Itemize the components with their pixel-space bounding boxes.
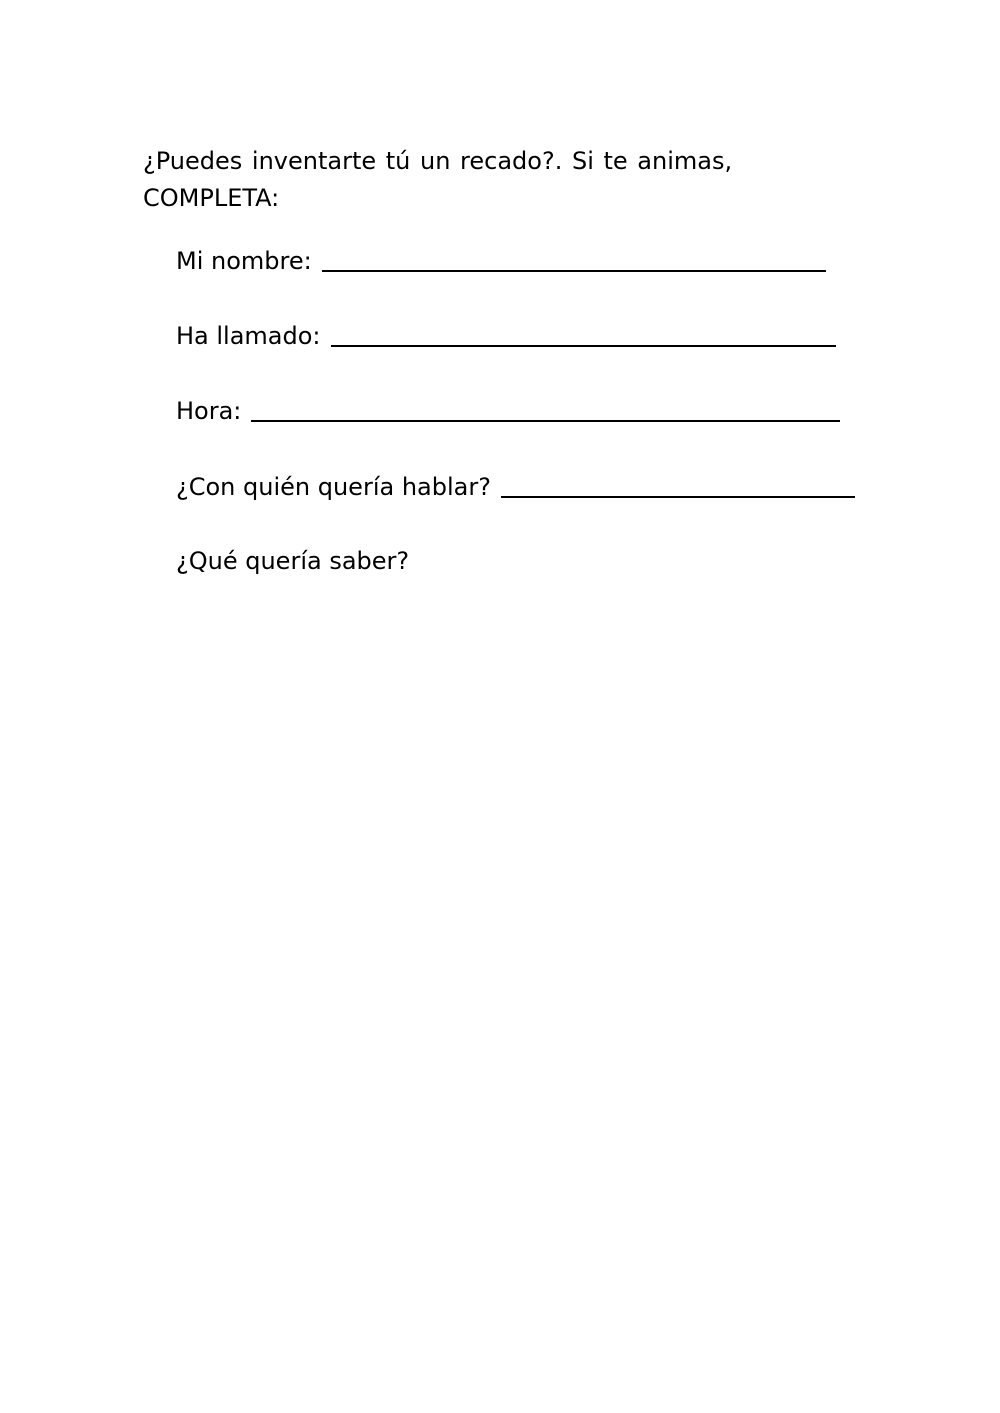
hora-label: Hora:	[176, 397, 242, 425]
form-row-con-quien	[176, 466, 855, 502]
llamado-label: Ha llamado:	[176, 322, 321, 350]
form-row-llamado	[176, 315, 836, 351]
form-row-saber	[176, 540, 409, 576]
instructions-paragraph	[143, 143, 857, 217]
con-quien-blank-line[interactable]	[501, 472, 855, 498]
nombre-label: Mi nombre:	[176, 247, 312, 275]
nombre-blank-line[interactable]	[322, 246, 826, 272]
saber-label: ¿Qué quería saber?	[176, 547, 410, 575]
form-row-hora	[176, 390, 840, 426]
instructions-line-1: ¿Puedes inventarte tú un recado?. Si te animas,	[143, 147, 733, 175]
form-row-nombre	[176, 240, 826, 276]
con-quien-label: ¿Con quién quería hablar?	[176, 473, 491, 501]
llamado-blank-line[interactable]	[331, 321, 836, 347]
hora-blank-line[interactable]	[251, 396, 840, 422]
instructions-line-2: COMPLETA:	[143, 184, 280, 212]
